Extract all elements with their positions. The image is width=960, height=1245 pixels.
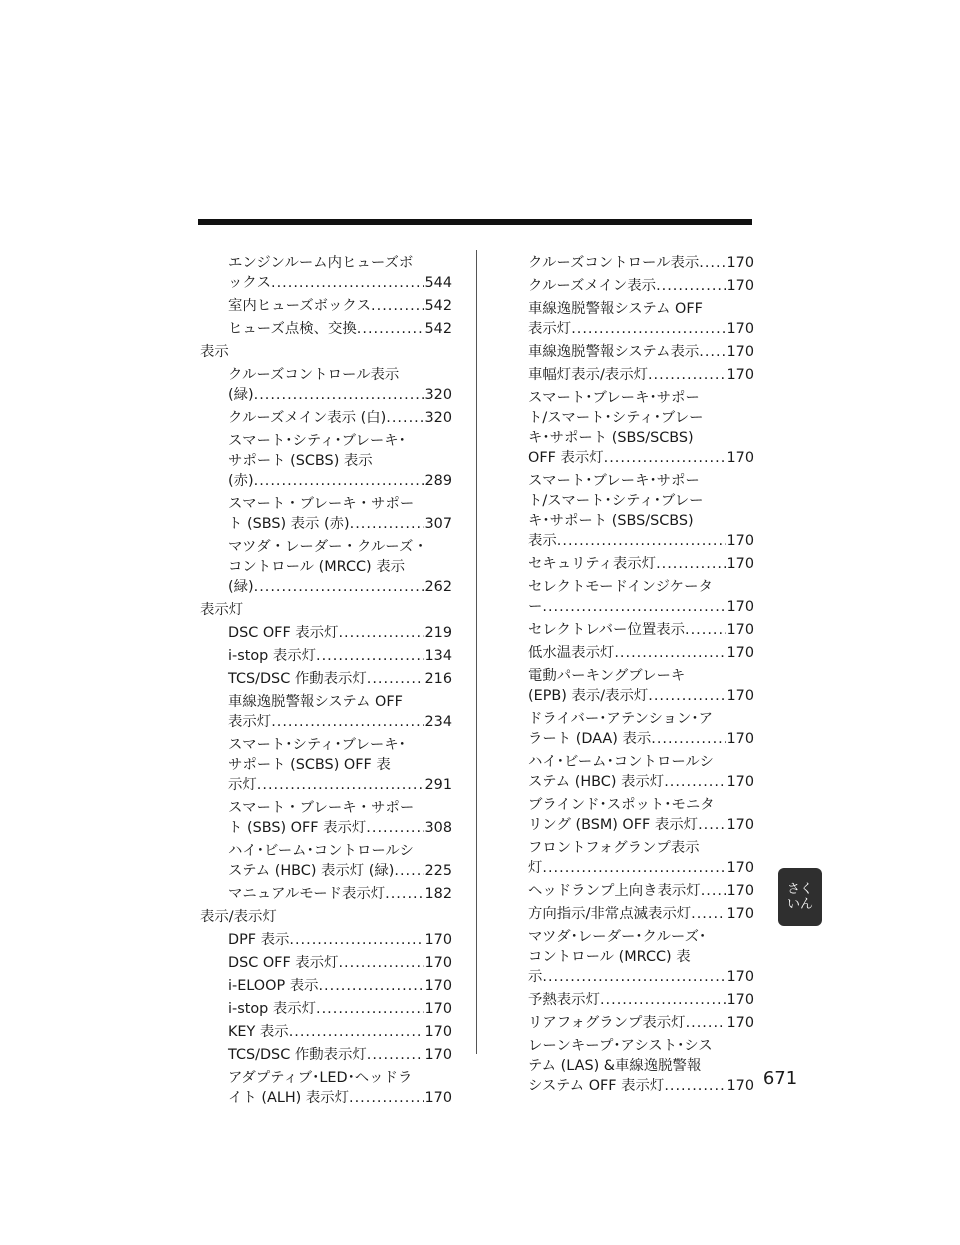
entry-page-number: 182 xyxy=(424,886,452,902)
index-entry[interactable] xyxy=(200,692,452,732)
dot-leader xyxy=(271,273,424,293)
entry-text: (緑) xyxy=(228,387,254,403)
index-entry[interactable] xyxy=(502,643,754,663)
entry-page-number: 170 xyxy=(726,367,754,383)
entry-text: テム (LAS) &車線逸脱警報 xyxy=(528,1058,702,1074)
entry-text: 予熱表示灯 xyxy=(528,992,600,1008)
dot-leader xyxy=(350,514,424,534)
dot-leader xyxy=(316,999,424,1019)
index-entry[interactable] xyxy=(200,537,452,597)
entry-text: 車線逸脱警報システム表示 xyxy=(528,344,700,360)
dot-leader xyxy=(604,448,726,468)
dot-leader xyxy=(338,623,423,643)
entry-page-number: 170 xyxy=(726,344,754,360)
dot-leader xyxy=(614,643,725,663)
entry-text: 表示灯 xyxy=(228,714,272,730)
dot-leader xyxy=(385,884,423,904)
index-entry[interactable] xyxy=(200,431,452,491)
index-entry[interactable] xyxy=(200,253,452,293)
index-side-tab[interactable] xyxy=(778,868,822,926)
dot-leader xyxy=(557,531,726,551)
side-tab-line2: いん xyxy=(786,897,813,912)
entry-text: アダプティブ･LED･ヘッドラ xyxy=(228,1070,413,1086)
entry-text: マツダ･レーダー･クルーズ･ xyxy=(528,929,707,945)
entry-page-number: 234 xyxy=(424,714,452,730)
index-entry[interactable] xyxy=(502,927,754,987)
dot-leader xyxy=(600,990,726,1010)
dot-leader xyxy=(542,967,725,987)
index-entry[interactable] xyxy=(502,620,754,640)
entry-page-number: 170 xyxy=(726,731,754,747)
index-entry[interactable] xyxy=(502,1036,754,1096)
entry-text: ト (SBS) OFF 表示灯 xyxy=(228,820,367,836)
entry-text: 電動パーキングブレーキ xyxy=(528,668,686,684)
entry-page-number: 170 xyxy=(424,1090,452,1106)
index-entry[interactable] xyxy=(200,623,452,643)
entry-text: i-ELOOP 表示 xyxy=(228,978,319,994)
index-entry[interactable] xyxy=(502,253,754,273)
dot-leader xyxy=(686,1013,726,1033)
entry-text: スマート･ブレーキ･サポー xyxy=(528,473,700,489)
entry-page-number: 170 xyxy=(424,955,452,971)
dot-leader xyxy=(289,1022,424,1042)
entry-text: クルーズメイン表示 xyxy=(528,278,657,294)
entry-text: 車幅灯表示/表示灯 xyxy=(528,367,648,383)
entry-text: スマート･シティ･ブレーキ･ xyxy=(228,433,406,449)
entry-text: ハイ･ビーム･コントロールシ xyxy=(528,754,714,770)
index-entry[interactable] xyxy=(502,904,754,924)
entry-text: レーンキープ･アシスト･シス xyxy=(528,1038,713,1054)
index-entry[interactable] xyxy=(200,365,452,405)
dot-leader xyxy=(257,775,424,795)
entry-text: ドライバー･アテンション･ア xyxy=(528,711,713,727)
entry-text: コントロール (MRCC) 表 xyxy=(528,949,691,965)
entry-page-number: 170 xyxy=(726,817,754,833)
entry-page-number: 134 xyxy=(424,648,452,664)
entry-page-number: 170 xyxy=(424,978,452,994)
index-entry[interactable] xyxy=(502,990,754,1010)
entry-page-number: 170 xyxy=(726,450,754,466)
index-entry[interactable] xyxy=(200,408,452,428)
entry-page-number: 170 xyxy=(726,774,754,790)
index-entry[interactable] xyxy=(200,999,452,1019)
entry-text: セキュリティ表示灯 xyxy=(528,556,657,572)
entry-text: ステム (HBC) 表示灯 (緑) xyxy=(228,863,395,879)
entry-page-number: 170 xyxy=(424,1047,452,1063)
entry-text: サポート (SCBS) OFF 表 xyxy=(228,757,391,773)
index-entry[interactable] xyxy=(502,276,754,296)
entry-text: DSC OFF 表示灯 xyxy=(228,955,339,971)
entry-text: コントロール (MRCC) 表示 xyxy=(228,559,406,575)
index-entry[interactable] xyxy=(200,296,452,316)
entry-page-number: 170 xyxy=(726,992,754,1008)
index-entry[interactable] xyxy=(502,1013,754,1033)
dot-leader xyxy=(656,554,725,574)
entry-text: マツダ・レーダー・クルーズ・ xyxy=(228,539,428,555)
entry-page-number: 170 xyxy=(424,1001,452,1017)
index-entry[interactable] xyxy=(200,884,452,904)
dot-leader xyxy=(571,319,725,339)
entry-page-number: 544 xyxy=(424,275,452,291)
index-entry[interactable] xyxy=(502,666,754,706)
index-entry[interactable] xyxy=(502,388,754,468)
entry-text: キ･サポート (SBS/SCBS) xyxy=(528,513,694,529)
entry-page-number: 542 xyxy=(424,298,452,314)
entry-page-number: 170 xyxy=(424,1024,452,1040)
entry-page-number: 170 xyxy=(726,278,754,294)
entry-text: ト (SBS) 表示 (赤) xyxy=(228,516,350,532)
entry-text: システム OFF 表示灯 xyxy=(528,1078,665,1094)
entry-text: セレクトモードインジケータ xyxy=(528,579,713,595)
entry-text: クルーズコントロール表示 xyxy=(228,367,400,383)
entry-text: ヒューズ点検、交換 xyxy=(228,321,357,337)
column-divider xyxy=(476,250,477,1054)
entry-text: 低水温表示灯 xyxy=(528,645,615,661)
entry-text: ヘッドランプ上向き表示灯 xyxy=(528,883,701,899)
dot-leader xyxy=(648,365,726,385)
entry-text: キ･サポート (SBS/SCBS) xyxy=(528,430,694,446)
entry-text: スマート・ブレーキ・サポー xyxy=(228,800,415,816)
entry-text: リアフォグランプ表示灯 xyxy=(528,1015,686,1031)
entry-page-number: 320 xyxy=(424,387,452,403)
dot-leader xyxy=(648,686,725,706)
index-entry[interactable] xyxy=(200,1045,452,1065)
index-heading: 表示灯 xyxy=(200,602,244,618)
entry-page-number: 542 xyxy=(424,321,452,337)
dot-leader xyxy=(656,276,725,296)
entry-text: リング (BSM) OFF 表示灯 xyxy=(528,817,699,833)
index-entry[interactable] xyxy=(200,319,452,339)
entry-page-number: 170 xyxy=(726,883,754,899)
entry-page-number: 225 xyxy=(424,863,452,879)
dot-leader xyxy=(651,729,725,749)
dot-leader xyxy=(386,408,423,428)
entry-text: クルーズコントロール表示 xyxy=(528,255,700,271)
entry-text: KEY 表示 xyxy=(228,1024,289,1040)
entry-page-number: 170 xyxy=(726,906,754,922)
entry-text: マニュアルモード表示灯 xyxy=(228,886,386,902)
entry-page-number: 320 xyxy=(424,410,452,426)
entry-page-number: 170 xyxy=(726,599,754,615)
index-entry[interactable] xyxy=(200,841,452,881)
side-tab-line1: さく xyxy=(786,882,813,897)
dot-leader xyxy=(394,861,423,881)
dot-leader xyxy=(664,772,725,792)
index-heading: 表示/表示灯 xyxy=(200,909,277,925)
index-entry[interactable] xyxy=(200,1022,452,1042)
entry-page-number: 307 xyxy=(424,516,452,532)
index-entry[interactable] xyxy=(200,798,452,838)
entry-text: 表示灯 xyxy=(528,321,572,337)
entry-page-number: 170 xyxy=(726,533,754,549)
dot-leader xyxy=(271,712,423,732)
entry-text: TCS/DSC 作動表示灯 xyxy=(228,671,367,687)
dot-leader xyxy=(338,953,423,973)
entry-page-number: 170 xyxy=(726,622,754,638)
index-entry[interactable] xyxy=(200,976,452,996)
entry-text: 示灯 xyxy=(228,777,257,793)
dot-leader xyxy=(701,881,726,901)
entry-text: フロントフォグランプ表示 xyxy=(528,840,700,856)
dot-leader xyxy=(349,1088,424,1108)
index-entry[interactable] xyxy=(200,953,452,973)
page-number: 671 xyxy=(762,1068,798,1089)
entry-text: イト (ALH) 表示灯 xyxy=(228,1090,350,1106)
dot-leader xyxy=(698,815,725,835)
entry-page-number: 170 xyxy=(726,1078,754,1094)
dot-leader xyxy=(699,342,725,362)
entry-page-number: 170 xyxy=(726,688,754,704)
dot-leader xyxy=(366,818,423,838)
entry-text: サポート (SCBS) 表示 xyxy=(228,453,373,469)
entry-text: TCS/DSC 作動表示灯 xyxy=(228,1047,367,1063)
entry-text: (EPB) 表示/表示灯 xyxy=(528,688,649,704)
entry-text: 灯 xyxy=(528,860,543,876)
entry-text: ブラインド･スポット･モニタ xyxy=(528,797,715,813)
entry-text: クルーズメイン表示 (白) xyxy=(228,410,387,426)
entry-page-number: 170 xyxy=(726,556,754,572)
entry-page-number: 170 xyxy=(726,860,754,876)
entry-page-number: 170 xyxy=(726,969,754,985)
dot-leader xyxy=(685,620,726,640)
dot-leader xyxy=(699,253,725,273)
entry-text: 室内ヒューズボックス xyxy=(228,298,372,314)
entry-text: 表示 xyxy=(528,533,557,549)
dot-leader xyxy=(318,976,423,996)
entry-text: i-stop 表示灯 xyxy=(228,1001,317,1017)
entry-text: 示 xyxy=(528,969,543,985)
entry-text: エンジンルーム内ヒューズボ xyxy=(228,255,414,271)
dot-leader xyxy=(289,930,423,950)
entry-text: (赤) xyxy=(228,473,254,489)
index-entry[interactable] xyxy=(200,735,452,795)
entry-text: ラート (DAA) 表示 xyxy=(528,731,652,747)
index-entry[interactable] xyxy=(502,471,754,551)
entry-page-number: 170 xyxy=(726,255,754,271)
index-column-left xyxy=(200,250,452,1108)
entry-text: ト/スマート･シティ･ブレー xyxy=(528,493,704,509)
dot-leader xyxy=(542,858,725,878)
index-entry[interactable] xyxy=(502,577,754,617)
top-rule xyxy=(198,219,752,225)
entry-text: DPF 表示 xyxy=(228,932,290,948)
entry-text: ー xyxy=(528,599,543,615)
dot-leader xyxy=(254,385,424,405)
entry-text: スマート・ブレーキ・サポー xyxy=(228,496,415,512)
entry-text: セレクトレバー位置表示 xyxy=(528,622,686,638)
entry-page-number: 170 xyxy=(424,932,452,948)
entry-text: 方向指示/非常点滅表示灯 xyxy=(528,906,692,922)
entry-text: (緑) xyxy=(228,579,254,595)
dot-leader xyxy=(367,669,424,689)
entry-page-number: 170 xyxy=(726,645,754,661)
dot-leader xyxy=(254,471,424,491)
index-entry[interactable] xyxy=(502,795,754,835)
entry-page-number: 262 xyxy=(424,579,452,595)
index-entry[interactable] xyxy=(200,1068,452,1108)
index-entry[interactable] xyxy=(502,299,754,339)
index-heading: 表示 xyxy=(200,344,229,360)
entry-text: i-stop 表示灯 xyxy=(228,648,317,664)
entry-page-number: 216 xyxy=(424,671,452,687)
entry-page-number: 219 xyxy=(424,625,452,641)
index-entry[interactable] xyxy=(502,752,754,792)
dot-leader xyxy=(371,296,423,316)
index-entry[interactable] xyxy=(200,930,452,950)
entry-page-number: 308 xyxy=(424,820,452,836)
dot-leader xyxy=(254,577,424,597)
dot-leader xyxy=(316,646,424,666)
entry-page-number: 170 xyxy=(726,1015,754,1031)
dot-leader xyxy=(357,319,424,339)
entry-page-number: 170 xyxy=(726,321,754,337)
entry-text: 車線逸脱警報システム OFF xyxy=(228,694,403,710)
entry-text: スマート･シティ･ブレーキ･ xyxy=(228,737,406,753)
dot-leader xyxy=(542,597,725,617)
entry-text: DSC OFF 表示灯 xyxy=(228,625,339,641)
index-column-right xyxy=(502,250,754,1096)
index-entry[interactable] xyxy=(502,342,754,362)
entry-text: 車線逸脱警報システム OFF xyxy=(528,301,703,317)
dot-leader xyxy=(664,1076,725,1096)
dot-leader xyxy=(691,904,725,924)
entry-text: ックス xyxy=(228,275,272,291)
entry-text: OFF 表示灯 xyxy=(528,450,604,466)
index-entry[interactable] xyxy=(502,838,754,878)
index-entry[interactable] xyxy=(502,709,754,749)
entry-text: スマート･ブレーキ･サポー xyxy=(528,390,700,406)
index-entry[interactable] xyxy=(200,669,452,689)
index-entry[interactable] xyxy=(502,365,754,385)
entry-text: ステム (HBC) 表示灯 xyxy=(528,774,665,790)
entry-page-number: 289 xyxy=(424,473,452,489)
dot-leader xyxy=(367,1045,424,1065)
entry-text: ト/スマート･シティ･ブレー xyxy=(528,410,704,426)
index-entry[interactable] xyxy=(200,494,452,534)
entry-page-number: 291 xyxy=(424,777,452,793)
index-entry[interactable] xyxy=(502,554,754,574)
entry-text: ハイ･ビーム･コントロールシ xyxy=(228,843,414,859)
index-entry[interactable] xyxy=(200,646,452,666)
index-entry[interactable] xyxy=(502,881,754,901)
